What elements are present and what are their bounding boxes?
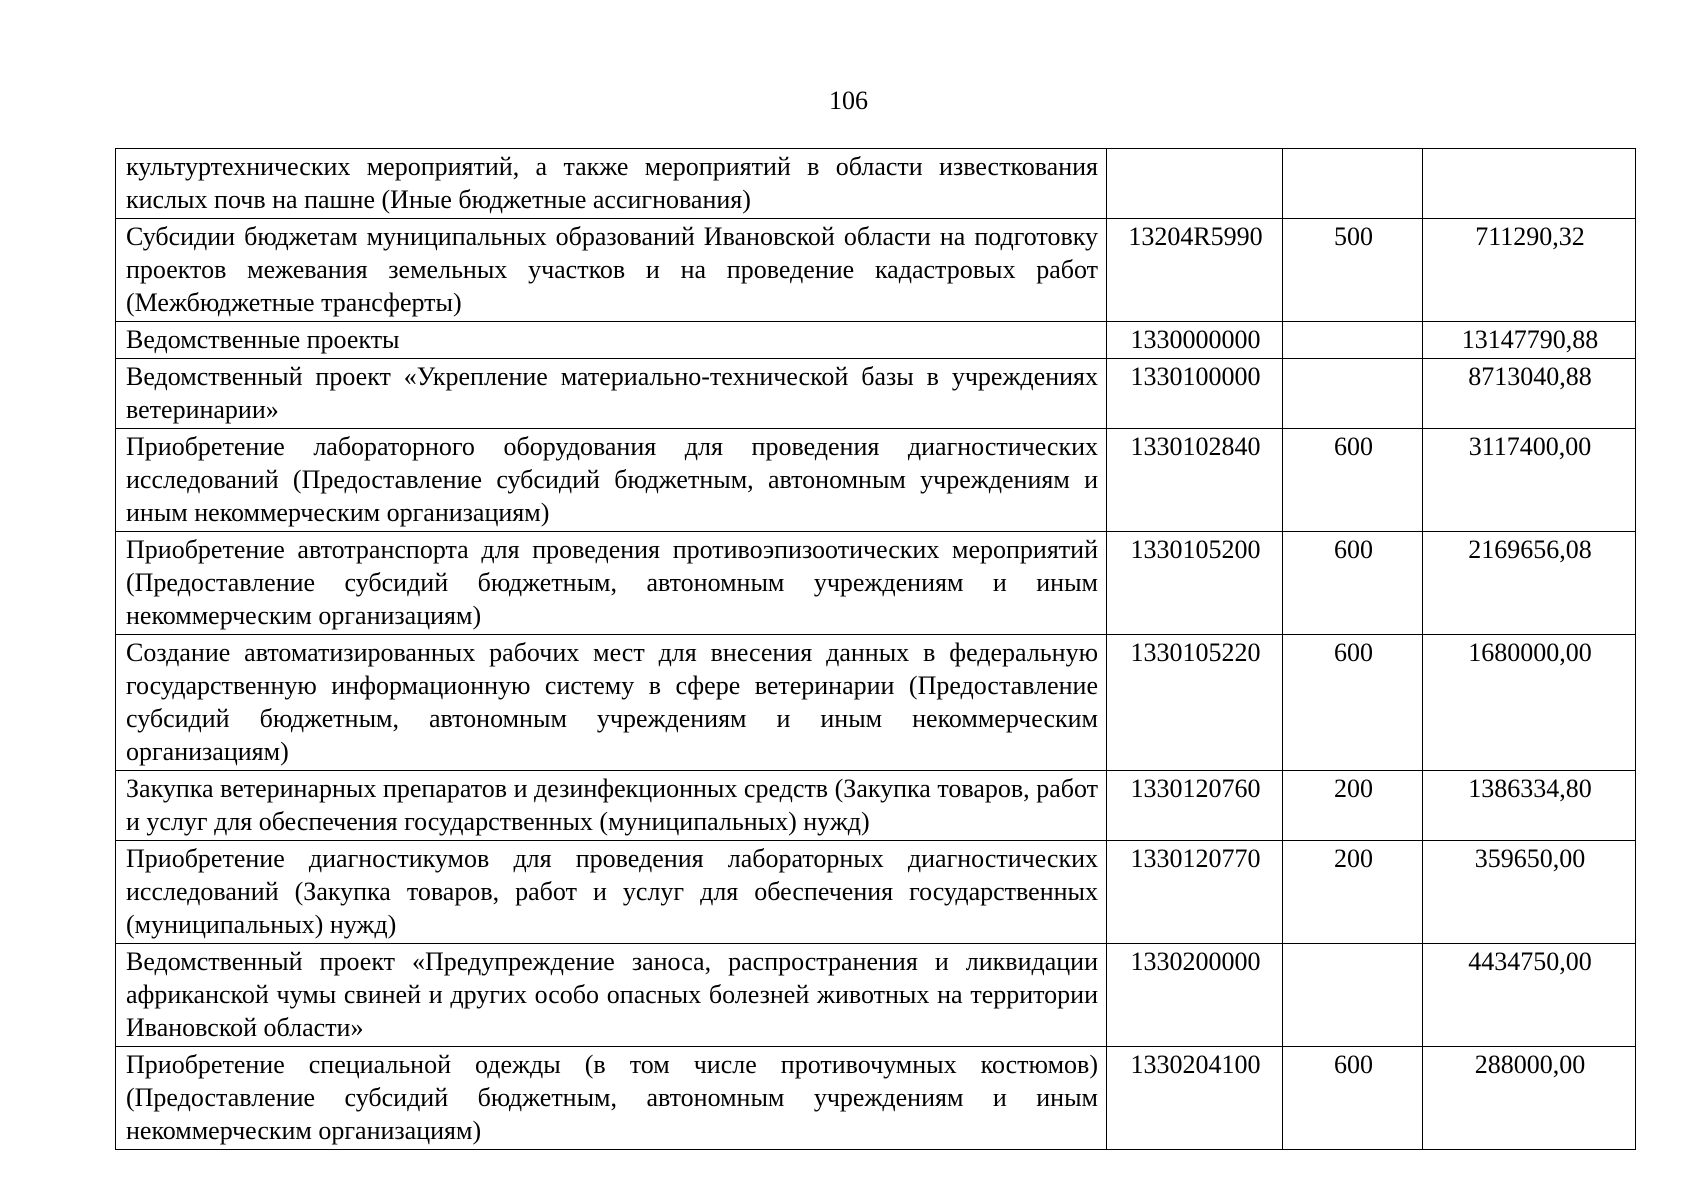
- row-expense-type-cell: [1283, 149, 1423, 219]
- table-row: [116, 944, 1636, 1047]
- row-code-cell: 1330105200: [1107, 532, 1283, 635]
- row-amount-cell: [1423, 149, 1636, 219]
- row-name-cell: Приобретение автотранспорта для проведения противоэпизоотических мероприятий (Предоставление субсидий бюджетным, автономным учреждениям и иным некоммерческим организациям): [116, 532, 1107, 635]
- row-amount-cell: 1680000,00: [1423, 635, 1636, 771]
- row-code-cell: 13204R5990: [1107, 219, 1283, 322]
- row-expense-type-cell: [1283, 322, 1423, 359]
- row-name-cell: Ведомственный проект «Укрепление материально-технической базы в учреждениях ветеринарии»: [116, 359, 1107, 429]
- row-code-cell: 1330120760: [1107, 771, 1283, 841]
- row-code-cell: 1330000000: [1107, 322, 1283, 359]
- budget-table: [115, 148, 1636, 1150]
- row-amount-cell: 8713040,88: [1423, 359, 1636, 429]
- table-row: [116, 219, 1636, 322]
- row-code-cell: 1330102840: [1107, 429, 1283, 532]
- table-row: [116, 532, 1636, 635]
- row-expense-type-cell: [1283, 359, 1423, 429]
- row-expense-type-cell: 600: [1283, 635, 1423, 771]
- table-row: [116, 1047, 1636, 1150]
- table-row: [116, 771, 1636, 841]
- row-amount-cell: 2169656,08: [1423, 532, 1636, 635]
- table-row: [116, 149, 1636, 219]
- table-row: [116, 635, 1636, 771]
- row-amount-cell: 3117400,00: [1423, 429, 1636, 532]
- table-row: [116, 429, 1636, 532]
- row-name-cell: Приобретение лабораторного оборудования для проведения диагностических исследований (Предоставление субсидий бюджетным, автономным учреждениям и иным некоммерческим организациям): [116, 429, 1107, 532]
- row-name-cell: Приобретение специальной одежды (в том числе противочумных костюмов) (Предоставление субсидий бюджетным, автономным учреждениям и иным некоммерческим организациям): [116, 1047, 1107, 1150]
- row-code-cell: [1107, 149, 1283, 219]
- row-name-cell: Ведомственный проект «Предупреждение заноса, распространения и ликвидации африканской чумы свиней и других особо опасных болезней животных на территории Ивановской области»: [116, 944, 1107, 1047]
- row-expense-type-cell: 500: [1283, 219, 1423, 322]
- row-amount-cell: 4434750,00: [1423, 944, 1636, 1047]
- page-number: 106: [829, 86, 868, 115]
- row-expense-type-cell: 200: [1283, 841, 1423, 944]
- row-amount-cell: 711290,32: [1423, 219, 1636, 322]
- row-expense-type-cell: 600: [1283, 532, 1423, 635]
- row-code-cell: 1330100000: [1107, 359, 1283, 429]
- row-expense-type-cell: [1283, 944, 1423, 1047]
- row-name-cell: Закупка ветеринарных препаратов и дезинфекционных средств (Закупка товаров, работ и услуг для обеспечения государственных (муниципальных) нужд): [116, 771, 1107, 841]
- row-name-cell: Создание автоматизированных рабочих мест для внесения данных в федеральную государственную информационную систему в сфере ветеринарии (Предоставление субсидий бюджетным, автономным учреждениям и иным некоммерческим организациям): [116, 635, 1107, 771]
- row-amount-cell: 13147790,88: [1423, 322, 1636, 359]
- row-name-cell: Ведомственные проекты: [116, 322, 1107, 359]
- row-expense-type-cell: 600: [1283, 429, 1423, 532]
- row-code-cell: 1330105220: [1107, 635, 1283, 771]
- table-row: [116, 322, 1636, 359]
- row-name-cell: Приобретение диагностикумов для проведения лабораторных диагностических исследований (Закупка товаров, работ и услуг для обеспечения государственных (муниципальных) нужд): [116, 841, 1107, 944]
- row-code-cell: 1330120770: [1107, 841, 1283, 944]
- row-code-cell: 1330204100: [1107, 1047, 1283, 1150]
- table-row: [116, 841, 1636, 944]
- budget-table-body: [116, 149, 1636, 1150]
- row-amount-cell: 1386334,80: [1423, 771, 1636, 841]
- row-code-cell: 1330200000: [1107, 944, 1283, 1047]
- row-name-cell: культуртехнических мероприятий, а также мероприятий в области известкования кислых почв на пашне (Иные бюджетные ассигнования): [116, 149, 1107, 219]
- row-expense-type-cell: 200: [1283, 771, 1423, 841]
- row-name-cell: Субсидии бюджетам муниципальных образований Ивановской области на подготовку проектов межевания земельных участков и на проведение кадастровых работ (Межбюджетные трансферты): [116, 219, 1107, 322]
- row-expense-type-cell: 600: [1283, 1047, 1423, 1150]
- table-row: [116, 359, 1636, 429]
- row-amount-cell: 288000,00: [1423, 1047, 1636, 1150]
- row-amount-cell: 359650,00: [1423, 841, 1636, 944]
